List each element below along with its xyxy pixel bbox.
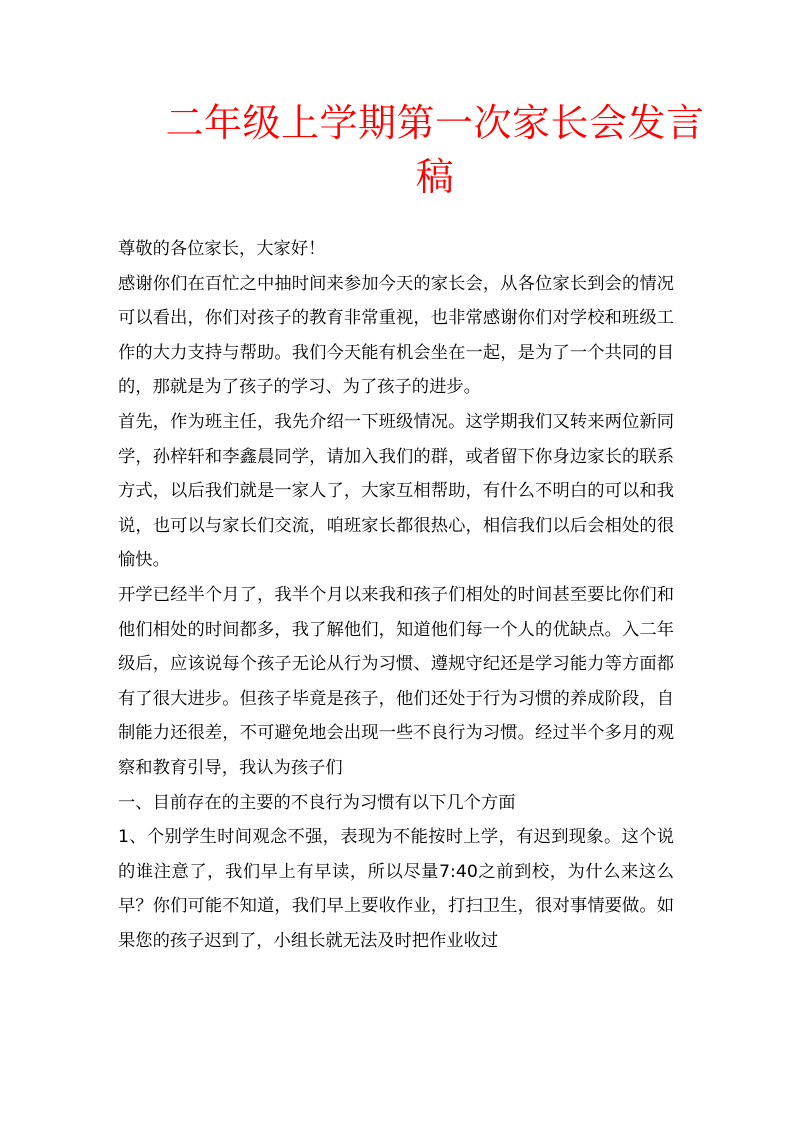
body-paragraph: 开学已经半个月了，我半个月以来我和孩子们相处的时间甚至要比你们和他们相处的时间都多，我了解他们，知道他们每一个人的优缺点。入二年级后，应该说每个孩子无论从行为习惯、遵规守纪还是学习能力等方面都有了很大进步。但孩子毕竟是孩子，他们还处于行为习惯的养成阶段，自制能力还很差，不可避免地会出现一些不良行为习惯。经过半个多月的观察和教育引导，我认为孩子们: [118, 584, 674, 778]
section-heading: 一、目前存在的主要的不良行为习惯有以下几个方面: [118, 792, 516, 813]
body-paragraph: 感谢你们在百忙之中抽时间来参加今天的家长会，从各位家长到会的情况可以看出，你们对孩子的教育非常重视，也非常感谢你们对学校和班级工作的大力支持与帮助。我们今天能有机会坐在一起，是为了一个共同的目的，那就是为了孩子的学习、为了孩子的进步。: [118, 273, 674, 398]
document-title: 二年级上学期第一次家长会发言稿: [165, 101, 705, 199]
greeting-paragraph: 尊敬的各位家长，大家好！: [118, 239, 326, 259]
document-body: [118, 232, 674, 958]
body-paragraph: 首先，作为班主任，我先介绍一下班级情况。这学期我们又转来两位新同学，孙梓轩和李鑫晨同学，请加入我们的群，或者留下你身边家长的联系方式，以后我们就是一家人了，大家互相帮助，有什么不明白的可以和我说，也可以与家长们交流，咱班家长都很热心，相信我们以后会相处的很愉快。: [118, 411, 674, 571]
body-paragraph: 1、个别学生时间观念不强，表现为不能按时上学，有迟到现象。这个说的谁注意了，我们早上有早读，所以尽量7:40之前到校，为什么来这么早？你们可能不知道，我们早上要收作业，打扫卫生，很对事情要做。如果您的孩子迟到了，小组长就无法及时把作业收过: [118, 827, 674, 951]
